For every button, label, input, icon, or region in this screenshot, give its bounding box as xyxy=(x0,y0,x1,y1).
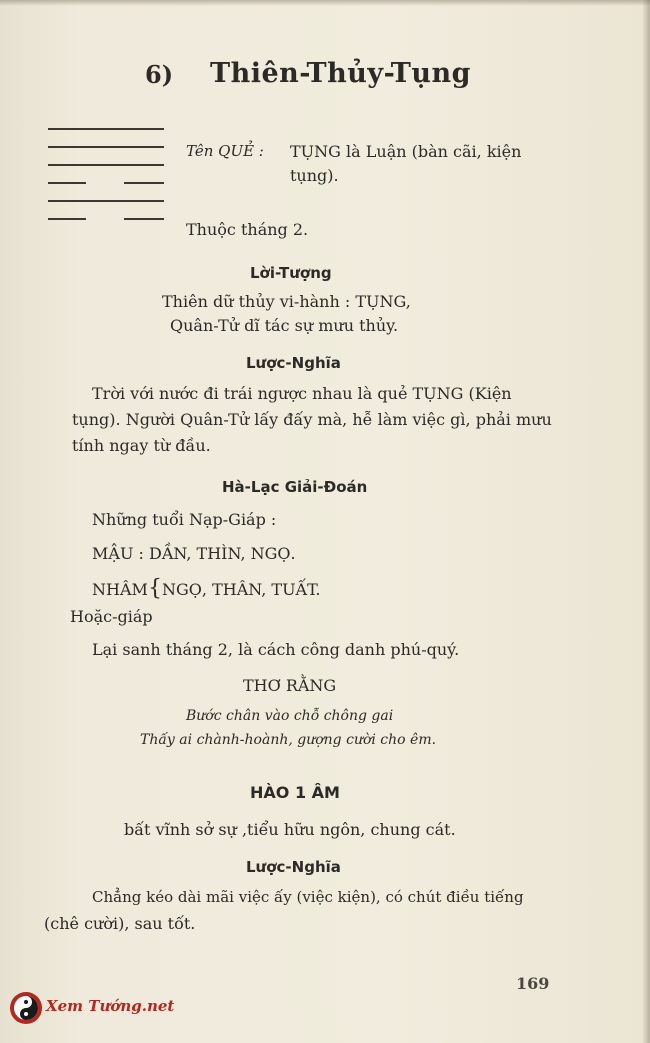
page-binding-shadow xyxy=(642,0,650,1043)
luoc-nghia-2-line: Chẳng kéo dài mãi việc ấy (việc kiện), có chút điều tiếng xyxy=(92,888,524,906)
hexagram-line-segment xyxy=(48,182,86,184)
nham-values: NGỌ, THÂN, TUẤT. xyxy=(162,580,321,599)
logo-text: Xem Tướng.net xyxy=(46,997,175,1015)
page-top-shadow xyxy=(0,0,650,6)
tho-heading: THƠ RẰNG xyxy=(243,676,337,695)
nap-giap-intro: Những tuổi Nạp-Giáp : xyxy=(92,510,277,529)
hexagram-yin-line xyxy=(48,182,166,184)
ten-que-text-line2: tụng). xyxy=(290,166,339,185)
luoc-nghia-2-line: (chê cười), sau tốt. xyxy=(44,914,196,933)
loi-tuong-heading: Lời-Tượng xyxy=(250,264,332,282)
mau-line: MẬU : DẦN, THÌN, NGỌ. xyxy=(92,544,296,563)
hexagram-line-segment xyxy=(48,164,164,166)
luoc-nghia-line: Trời với nước đi trái ngược nhau là quẻ TỤNG (Kiện xyxy=(92,384,512,403)
brace-icon: { xyxy=(148,576,162,601)
hao-heading: HÀO 1 ÂM xyxy=(250,783,340,802)
page-title: Thiên-Thủy-Tụng xyxy=(210,58,472,89)
tho-line: Thấy ai chành-hoành, gượng cười cho êm. xyxy=(140,732,437,748)
nham-label: NHÂM xyxy=(92,580,148,599)
hao-text: bất vĩnh sở sự ,tiểu hữu ngôn, chung cát. xyxy=(124,820,456,839)
hexagram-line-segment xyxy=(48,146,164,148)
thuoc-thang: Thuộc tháng 2. xyxy=(186,220,309,239)
hexagram-yang-line xyxy=(48,128,166,130)
hexagram-line-segment xyxy=(48,218,86,220)
chapter-number: 6) xyxy=(145,60,174,89)
luoc-nghia-heading-2: Lược-Nghĩa xyxy=(246,858,341,876)
hexagram-line-segment xyxy=(124,182,164,184)
hexagram-yang-line xyxy=(48,200,166,202)
hexagram-line-segment xyxy=(48,200,164,202)
luoc-nghia-heading: Lược-Nghĩa xyxy=(246,354,341,372)
ha-lac-heading: Hà-Lạc Giải-Đoán xyxy=(222,478,368,496)
loi-tuong-line: Thiên dữ thủy vi-hành : TỤNG, xyxy=(162,292,411,311)
hexagram-yang-line xyxy=(48,146,166,148)
loi-tuong-line: Quân-Tử dĩ tác sự mưu thủy. xyxy=(170,316,399,335)
yin-yang-icon xyxy=(10,992,42,1024)
tho-line: Bước chân vào chỗ chông gai xyxy=(186,708,394,724)
hexagram-yin-line xyxy=(48,218,166,220)
site-logo[interactable] xyxy=(10,992,180,1026)
luoc-nghia-line: tính ngay từ đầu. xyxy=(72,436,211,455)
hexagram-yang-line xyxy=(48,164,166,166)
luoc-nghia-line: tụng). Người Quân-Tử lấy đấy mà, hễ làm việc gì, phải mưu xyxy=(72,410,552,429)
lai-sanh-line: Lại sanh tháng 2, là cách công danh phú-quý. xyxy=(92,640,460,659)
hexagram-line-segment xyxy=(124,218,164,220)
hexagram-line-segment xyxy=(48,128,164,130)
ten-que-label: Tên QUẺ : xyxy=(186,142,264,160)
hoac-giap-label: Hoặc-giáp xyxy=(70,607,153,626)
page-number: 169 xyxy=(516,974,550,993)
hexagram-figure xyxy=(48,128,166,236)
ten-que-text-line1: TỤNG là Luận (bàn cãi, kiện xyxy=(290,142,522,161)
